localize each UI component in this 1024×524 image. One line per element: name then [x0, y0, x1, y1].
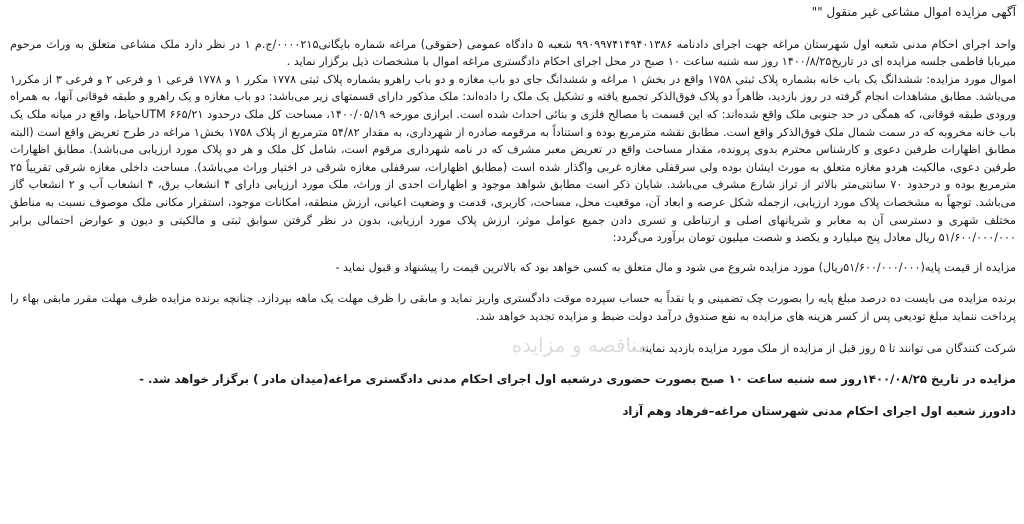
intro-paragraph: واحد اجرای احکام مدنی شعبه اول شهرستان مراغه جهت اجرای دادنامه ۹۹۰۹۹۷۴۱۴۹۴۰۱۳۸۶ شعبه ۵ دادگاه عمومی (حقوقی) مراغه شماره بایگانی۰۰۰۰۲۱۵/ج.م ۱ در نظر دارد ملک مشاعی متعلق به وراث مرحوم میربابا فاطمی جلسه مزایده ای در تاریخ۱۴۰۰/۸/۲۵ روز سه شنبه ساعت ۱۰ صبح در محل اجرای احکام دادگستری مراغه اموال با مشخصات ذیل برگزار نماید .	[10, 37, 1016, 69]
base-price-paragraph: مزایده از قیمت پایه(۵۱/۶۰۰/۰۰۰/۰۰۰ریال) مورد مزایده شروع می شود و مال متعلق به کسی خواهد بود که بالاترین قیمت را پیشنهاد و قبول نماید -	[335, 260, 1016, 274]
watermark-text: مناقصه و مزایده	[511, 333, 649, 357]
property-description: اموال مورد مزایده: ششدانگ یک باب خانه بشماره پلاک ثبتی ۱۷۵۸ واقع در بخش ۱ مراغه و ششدانگ جای دو باب مغازه و دو باب راهرو بشماره پلاک ثبتی ۱۷۷۸ مکرر ۱ و ۱۷۷۸ فرعی ۱ و فرعی ۲ و فرعی ۳ از مکرر۱ می‌باشد. مطابق مشاهدات انجام گرفته در روز بازدید، ظاهراً دو پلاک فوق‌الذکر تجمیع یافته و تشکیل یک ملک را داده‌اند: ملک مذکور دارای قسمتهای زیر می‌باشد: دو باب مغازه و یک راهرو و طبقه فوقانی آنها، به همراه ورودی طبقه فوقانی، که همگی در حد جنوبی ملک واقع شده‌اند: که این قسمت با مصالح فلزی و بنائی احداث شده است. ابرازی مورخه ۱۴۰۰/۰۵/۱۹، مساحت کل ملک درحدود ۶۶۵/۲۱ UTMحیاط، واقع در میانه ملک یک باب خانه مخروبه که در سمت شمال ملک فوق‌الذکر واقع است. مطابق نقشه مترمربع بوده و استناداً به مرقومه صادره از شهرداری، به مقدار ۵۴/۸۲ مترمربع از پلاک ۱۷۵۸ بخش۱ مراغه در طرح تعریض واقع است (البته مطابق اظهارات طرفین دعوی و کارشناس محترم بدوی پرونده، مقدار مساحت واقع در تعریض معبر مشرف که در نامه شهرداری مرقوم است، شامل کل ملک و هر دو پلاک مورد ارزیابی می‌باشد). مطابق اظهارات طرفین دعوی، مالکیت هردو مغازه متعلق به مورث ایشان بوده ولی سرقفلی مغازه غربی واگذار شده است (مطابق اظهارات، سرقفلی مغازه شرقی در اختیار وراث می‌باشد). مساحت داخلی مغازه شرقی تقریباً ۲۵ مترمربع بوده و درحدود ۷۰ سانتی‌متر بالاتر از تراز شارع مشرف می‌باشد. شایان ذکر است مطابق شواهد موجود و اظهارات احدی از وراث، ملک مورد ارزیابی دارای ۴ انشعاب برق، ۴ انشعاب آب و ۲ انشعاب گاز می‌باشد. توجهاً به مشخصات پلاک مورد ارزیابی، ازجمله شکل عرصه و ابعاد آن، موقعیت محل، مساحت، کاربری، قدمت و وضعیت اعیانی، ارزش منطقه، امکانات موجود، استقرار مکانی ملک موصوف نسبت به مناطق مختلف شهری و دسترسی آن به معابر و شریانهای اصلی و ارتباطی و تسری دادن جمیع عوامل موثر، ارزش پلاک مورد ارزیابی، بدون در نظر گرفتن سوابق ثبتی و مالکیتی و دیون و عوارض احتمالی برابر ۵۱/۶۰۰/۰۰۰/۰۰۰ ریال معادل پنج میلیارد و یکصد و شصت میلیون تومان برآورد می‌گردد:	[10, 72, 1017, 245]
visit-paragraph: شرکت کنندگان می توانند تا ۵ روز قبل از مزایده از ملک مورد مزایده بازدید نمایند.-	[632, 341, 1016, 355]
signature-line: دادورز شعبه اول اجرای احکام مدنی شهرستان مراغه–فرهاد وهم آزاد	[622, 403, 1016, 418]
notice-title: آگهی مزایده اموال مشاعی غیر منقول ""	[811, 5, 1016, 19]
session-paragraph: مزایده در تاریخ ۱۴۰۰/۰۸/۲۵روز سه شنبه ساعت ۱۰ صبح بصورت حضوری درشعبه اول اجرای احکام مدنی دادگستری مراغه(میدان مادر ) برگزار خواهد شد. -	[139, 372, 1016, 387]
payment-terms-paragraph: برنده مزایده می بایست ده درصد مبلغ پایه را بصورت چک تضمینی و یا نقداً به حساب سپرده موقت دادگستری واریز نماید و مابقی را ظرف مهلت یک ماهه بپردازد. چنانچه برنده مزایده ظرف مهلت مقرر مابقی بهاء را پرداخت ننماید مبلغ تودیعی پس از کسر هزینه های مزایده به نفع صندوق درآمد دولت ضبط و مزایده تجدید خواهد شد.	[10, 292, 1016, 323]
